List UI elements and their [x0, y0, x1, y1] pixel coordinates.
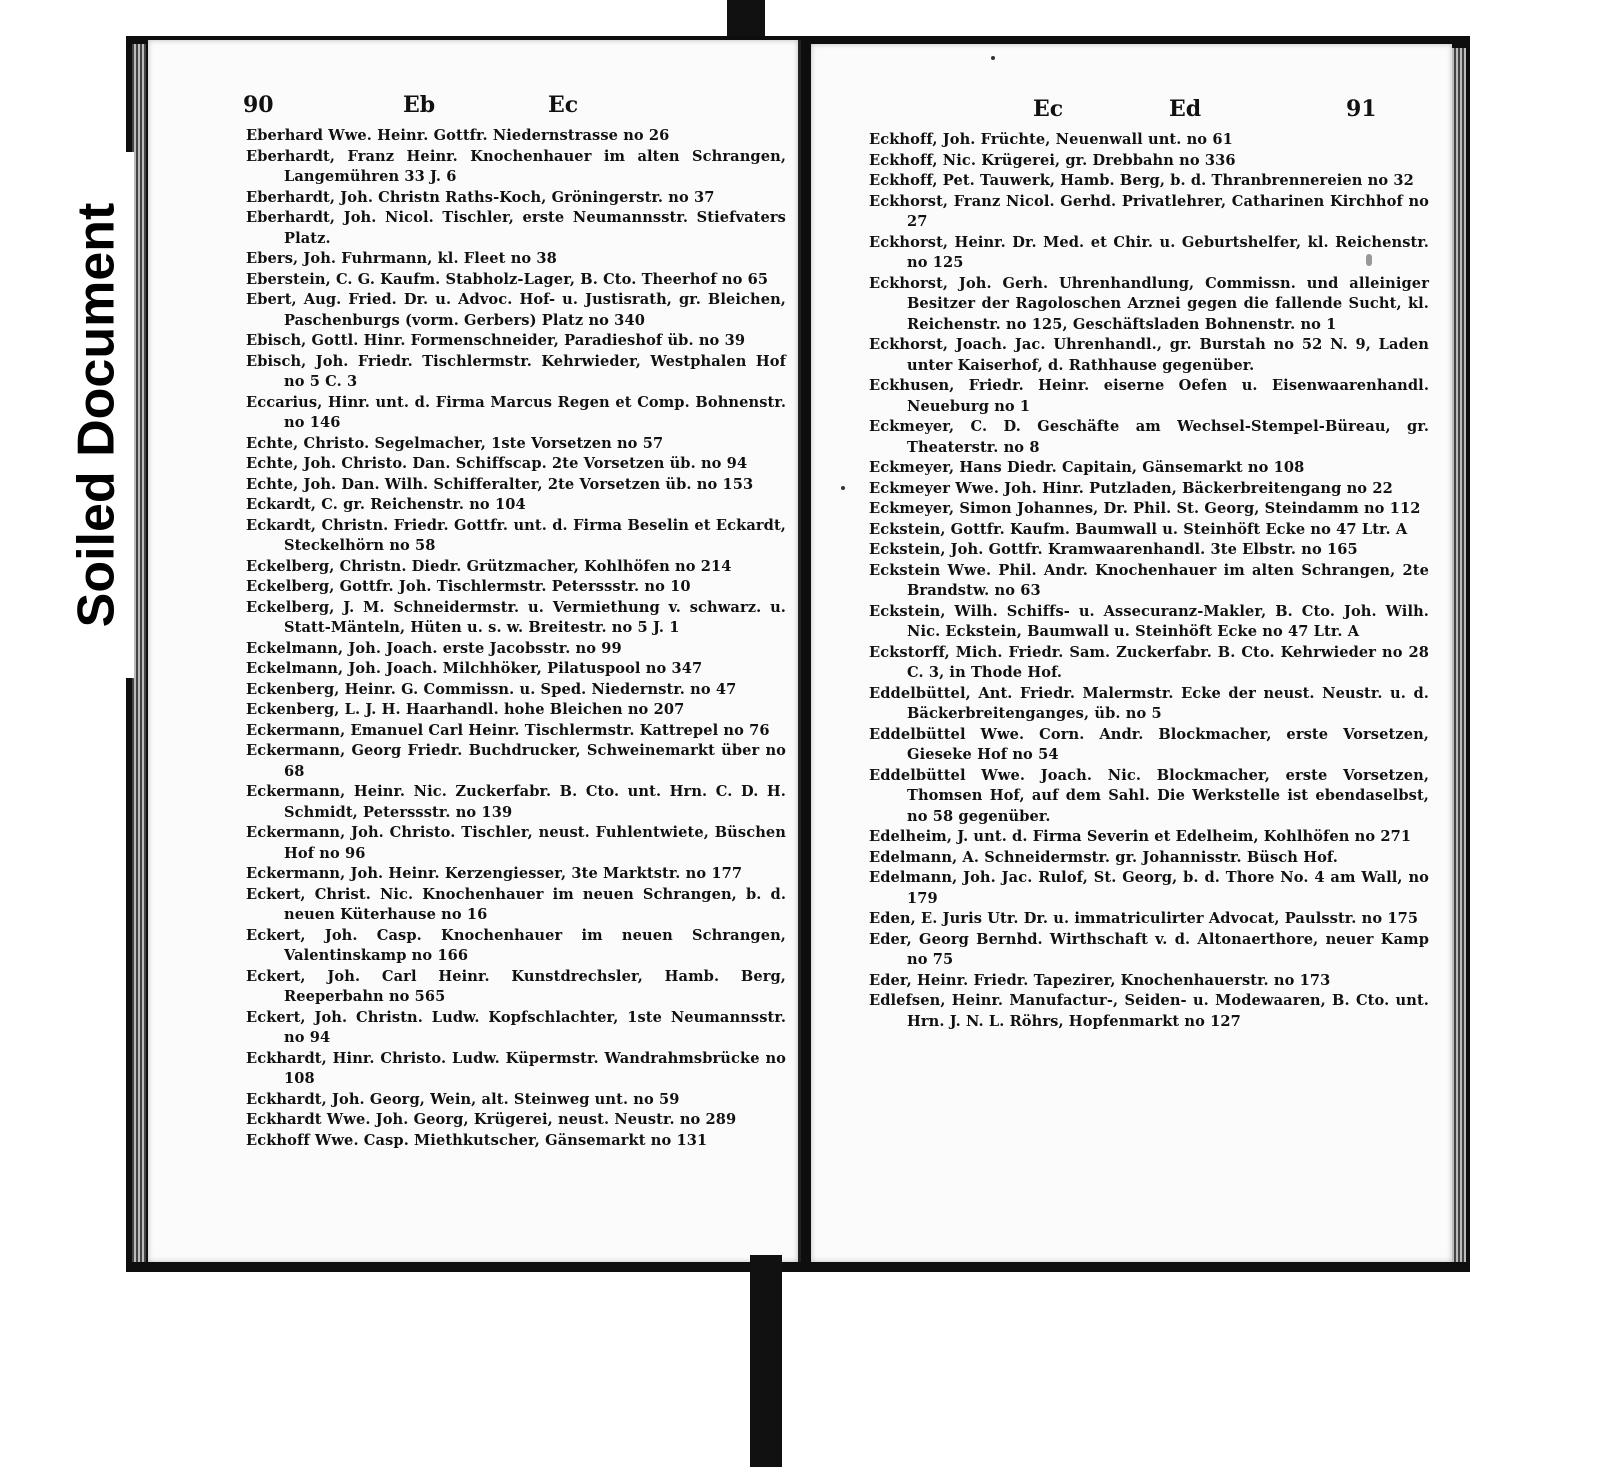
left-page-header	[148, 92, 798, 122]
left-page-running-head-start: Eb	[403, 92, 436, 118]
directory-entry: Eckelberg, J. M. Schneidermstr. u. Vermiethung v. schwarz. u. Statt-Mänteln, Hüten u. s. w. Breitestr. no 5 J. 1	[246, 598, 786, 636]
right-page-running-head-start: Ec	[1033, 96, 1064, 122]
directory-entry: Eckermann, Georg Friedr. Buchdrucker, Schweinemarkt über no 68	[246, 742, 786, 780]
directory-entry: Edelmann, A. Schneidermstr. gr. Johannisstr. Büsch Hof.	[869, 848, 1338, 866]
left-page-number: 90	[243, 92, 274, 118]
directory-entry: Echte, Joh. Christo. Dan. Schiffscap. 2te Vorsetzen üb. no 94	[246, 455, 748, 472]
directory-entry: Edlefsen, Heinr. Manufactur-, Seiden- u. Modewaaren, B. Cto. unt. Hrn. J. N. L. Röhrs, Hopfenmarkt no 127	[869, 992, 1429, 1030]
directory-entry: Eckelberg, Christn. Diedr. Grützmacher, Kohlhöfen no 214	[246, 557, 732, 575]
directory-entry: Eberstein, C. G. Kaufm. Stabholz-Lager, B. Cto. Theerhof no 65	[246, 270, 769, 288]
directory-entry: Eckermann, Emanuel Carl Heinr. Tischlermstr. Kattrepel no 76	[246, 721, 770, 739]
directory-entry: Eckhardt, Hinr. Christo. Ludw. Küpermstr. Wandrahmsbrücke no 108	[246, 1049, 786, 1087]
directory-entry: Eckenberg, L. J. H. Haarhandl. hohe Bleichen no 207	[246, 701, 685, 718]
directory-entry: Ebisch, Joh. Friedr. Tischlermstr. Kehrwieder, Westphalen Hof no 5 C. 3	[246, 352, 786, 390]
directory-entry: Eden, E. Juris Utr. Dr. u. immatriculirter Advocat, Paulsstr. no 175	[869, 910, 1419, 927]
soil-speck	[991, 56, 995, 60]
directory-entry: Eckardt, Christn. Friedr. Gottfr. unt. d. Firma Beselin et Eckardt, Steckelhörn no 58	[246, 516, 786, 554]
directory-entry: Eberhard Wwe. Heinr. Gottfr. Niedernstrasse no 26	[246, 127, 670, 144]
directory-entry: Echte, Christo. Segelmacher, 1ste Vorsetzen no 57	[246, 434, 664, 452]
directory-entry: Edelheim, J. unt. d. Firma Severin et Edelheim, Kohlhöfen no 271	[869, 828, 1412, 845]
directory-entry: Ebers, Joh. Fuhrmann, kl. Fleet no 38	[246, 250, 557, 267]
directory-entry: Eckstorff, Mich. Friedr. Sam. Zuckerfabr. B. Cto. Kehrwieder no 28 C. 3, in Thode Hof.	[869, 643, 1429, 681]
directory-entry: Eckert, Joh. Casp. Knochenhauer im neuen Schrangen, Valentinskamp no 166	[246, 926, 786, 964]
directory-entry: Eberhardt, Joh. Christn Raths-Koch, Gröningerstr. no 37	[246, 188, 715, 206]
directory-entry: Edelmann, Joh. Jac. Rulof, St. Georg, b. d. Thore No. 4 am Wall, no 179	[869, 869, 1429, 907]
directory-entry: Eddelbüttel Wwe. Joach. Nic. Blockmacher, erste Vorsetzen, Thomsen Hof, auf dem Sahl. Die Werkstelle ist ebendaselbst, no 58 gegenüber.	[869, 766, 1429, 825]
directory-entry: Eckstein, Wilh. Schiffs- u. Assecuranz-Makler, B. Cto. Joh. Wilh. Nic. Eckstein, Baumwall u. Steinhöft Ecke no 47 Ltr. A	[869, 602, 1429, 640]
directory-entry: Eckhorst, Joach. Jac. Uhrenhandl., gr. Burstah no 52 N. 9, Laden unter Kaiserhof, d. Rathhause gegenüber.	[869, 336, 1429, 374]
right-page-number: 91	[1346, 96, 1377, 122]
directory-entry: Eckstein Wwe. Phil. Andr. Knochenhauer im alten Schrangen, 2te Brandstw. no 63	[869, 561, 1429, 599]
left-page	[148, 40, 801, 1262]
right-page	[811, 44, 1452, 1262]
right-page-edges	[1452, 48, 1466, 1262]
directory-entry: Eckmeyer Wwe. Joh. Hinr. Putzladen, Bäckerbreitengang no 22	[869, 479, 1393, 497]
directory-entry: Ebisch, Gottl. Hinr. Formenschneider, Paradieshof üb. no 39	[246, 332, 746, 349]
directory-entry: Eckermann, Heinr. Nic. Zuckerfabr. B. Cto. unt. Hrn. C. D. H. Schmidt, Peterssstr. no 139	[246, 783, 786, 821]
directory-entry: Eckhorst, Franz Nicol. Gerhd. Privatlehrer, Catharinen Kirchhof no 27	[869, 192, 1429, 230]
directory-entry: Eccarius, Hinr. unt. d. Firma Marcus Regen et Comp. Bohnenstr. no 146	[246, 393, 786, 431]
directory-entry: Eddelbüttel, Ant. Friedr. Malermstr. Ecke der neust. Neustr. u. d. Bäckerbreitenganges, üb. no 5	[869, 684, 1429, 722]
right-page-running-head-end: Ed	[1169, 96, 1202, 122]
directory-entry: Eder, Georg Bernhd. Wirthschaft v. d. Altonaerthore, neuer Kamp no 75	[869, 930, 1429, 968]
directory-entry: Eckmeyer, Hans Diedr. Capitain, Gänsemarkt no 108	[869, 459, 1305, 476]
directory-entry: Eckmeyer, C. D. Geschäfte am Wechsel-Stempel-Büreau, gr. Theaterstr. no 8	[869, 418, 1429, 456]
directory-entry: Eckhoff, Pet. Tauwerk, Hamb. Berg, b. d. Thranbrennereien no 32	[869, 172, 1414, 189]
directory-entry: Eckert, Joh. Carl Heinr. Kunstdrechsler, Hamb. Berg, Reeperbahn no 565	[246, 967, 786, 1005]
directory-entry: Eddelbüttel Wwe. Corn. Andr. Blockmacher, erste Vorsetzen, Gieseke Hof no 54	[869, 725, 1429, 763]
directory-entry: Eckardt, C. gr. Reichenstr. no 104	[246, 496, 526, 513]
soiled-document-stamp	[58, 152, 134, 678]
directory-entry: Eckermann, Joh. Christo. Tischler, neust. Fuhlentwiete, Büschen Hof no 96	[246, 824, 786, 862]
directory-entry: Eckert, Christ. Nic. Knochenhauer im neuen Schrangen, b. d. neuen Küterhause no 16	[246, 885, 786, 923]
directory-entry: Eberhardt, Joh. Nicol. Tischler, erste Neumannsstr. Stiefvaters Platz.	[246, 209, 786, 247]
directory-entry: Eckert, Joh. Christn. Ludw. Kopfschlachter, 1ste Neumannsstr. no 94	[246, 1008, 786, 1046]
right-page-header	[811, 96, 1452, 126]
directory-entry: Eckhorst, Heinr. Dr. Med. et Chir. u. Geburtshelfer, kl. Reichenstr. no 125	[869, 233, 1429, 271]
directory-entry: Eckmeyer, Simon Johannes, Dr. Phil. St. Georg, Steindamm no 112	[869, 500, 1421, 517]
directory-entry: Eckermann, Joh. Heinr. Kerzengiesser, 3te Marktstr. no 177	[246, 865, 743, 882]
directory-entry: Eckhardt Wwe. Joh. Georg, Krügerei, neust. Neustr. no 289	[246, 1111, 737, 1128]
directory-entry: Eckelmann, Joh. Joach. Milchhöker, Pilatuspool no 347	[246, 660, 703, 677]
left-directory-list	[246, 126, 786, 1151]
directory-entry: Eberhardt, Franz Heinr. Knochenhauer im alten Schrangen, Langemühren 33 J. 6	[246, 147, 786, 185]
directory-entry: Eckhardt, Joh. Georg, Wein, alt. Steinweg unt. no 59	[246, 1090, 680, 1108]
directory-entry: Eckenberg, Heinr. G. Commissn. u. Sped. Niedernstr. no 47	[246, 680, 737, 698]
directory-entry: Eckstein, Gottfr. Kaufm. Baumwall u. Steinhöft Ecke no 47 Ltr. A	[869, 520, 1408, 538]
directory-entry: Echte, Joh. Dan. Wilh. Schifferalter, 2te Vorsetzen üb. no 153	[246, 475, 754, 493]
directory-entry: Eckstein, Joh. Gottfr. Kramwaarenhandl. 3te Elbstr. no 165	[869, 541, 1358, 558]
directory-entry: Eder, Heinr. Friedr. Tapezirer, Knochenhauerstr. no 173	[869, 971, 1331, 989]
directory-entry: Eckhorst, Joh. Gerh. Uhrenhandlung, Commissn. und alleiniger Besitzer der Ragoloschen Arznei gegen die fallende Sucht, kl. Reichenstr. no 125, Geschäftsladen Bohnenstr. no 1	[869, 274, 1429, 333]
right-directory-list	[869, 130, 1429, 1032]
directory-entry: Eckelmann, Joh. Joach. erste Jacobsstr. no 99	[246, 639, 622, 657]
directory-entry: Ebert, Aug. Fried. Dr. u. Advoc. Hof- u. Justisrath, gr. Bleichen, Paschenburgs (vorm. Gerbers) Platz no 340	[246, 291, 786, 329]
soil-speck	[841, 486, 845, 490]
directory-entry: Eckelberg, Gottfr. Joh. Tischlermstr. Peterssstr. no 10	[246, 578, 691, 595]
left-page-running-head-end: Ec	[548, 92, 579, 118]
spine-binding-bottom	[750, 1255, 782, 1467]
directory-entry: Eckhoff, Nic. Krügerei, gr. Drebbahn no 336	[869, 151, 1236, 169]
directory-entry: Eckhusen, Friedr. Heinr. eiserne Oefen u. Eisenwaarenhandl. Neueburg no 1	[869, 377, 1429, 415]
stamp-label: Soiled Document	[67, 202, 125, 628]
soil-smudge	[1366, 254, 1372, 266]
left-page-edges	[132, 44, 146, 1262]
directory-entry: Eckhoff, Joh. Früchte, Neuenwall unt. no 61	[869, 131, 1233, 148]
directory-entry: Eckhoff Wwe. Casp. Miethkutscher, Gänsemarkt no 131	[246, 1131, 708, 1149]
